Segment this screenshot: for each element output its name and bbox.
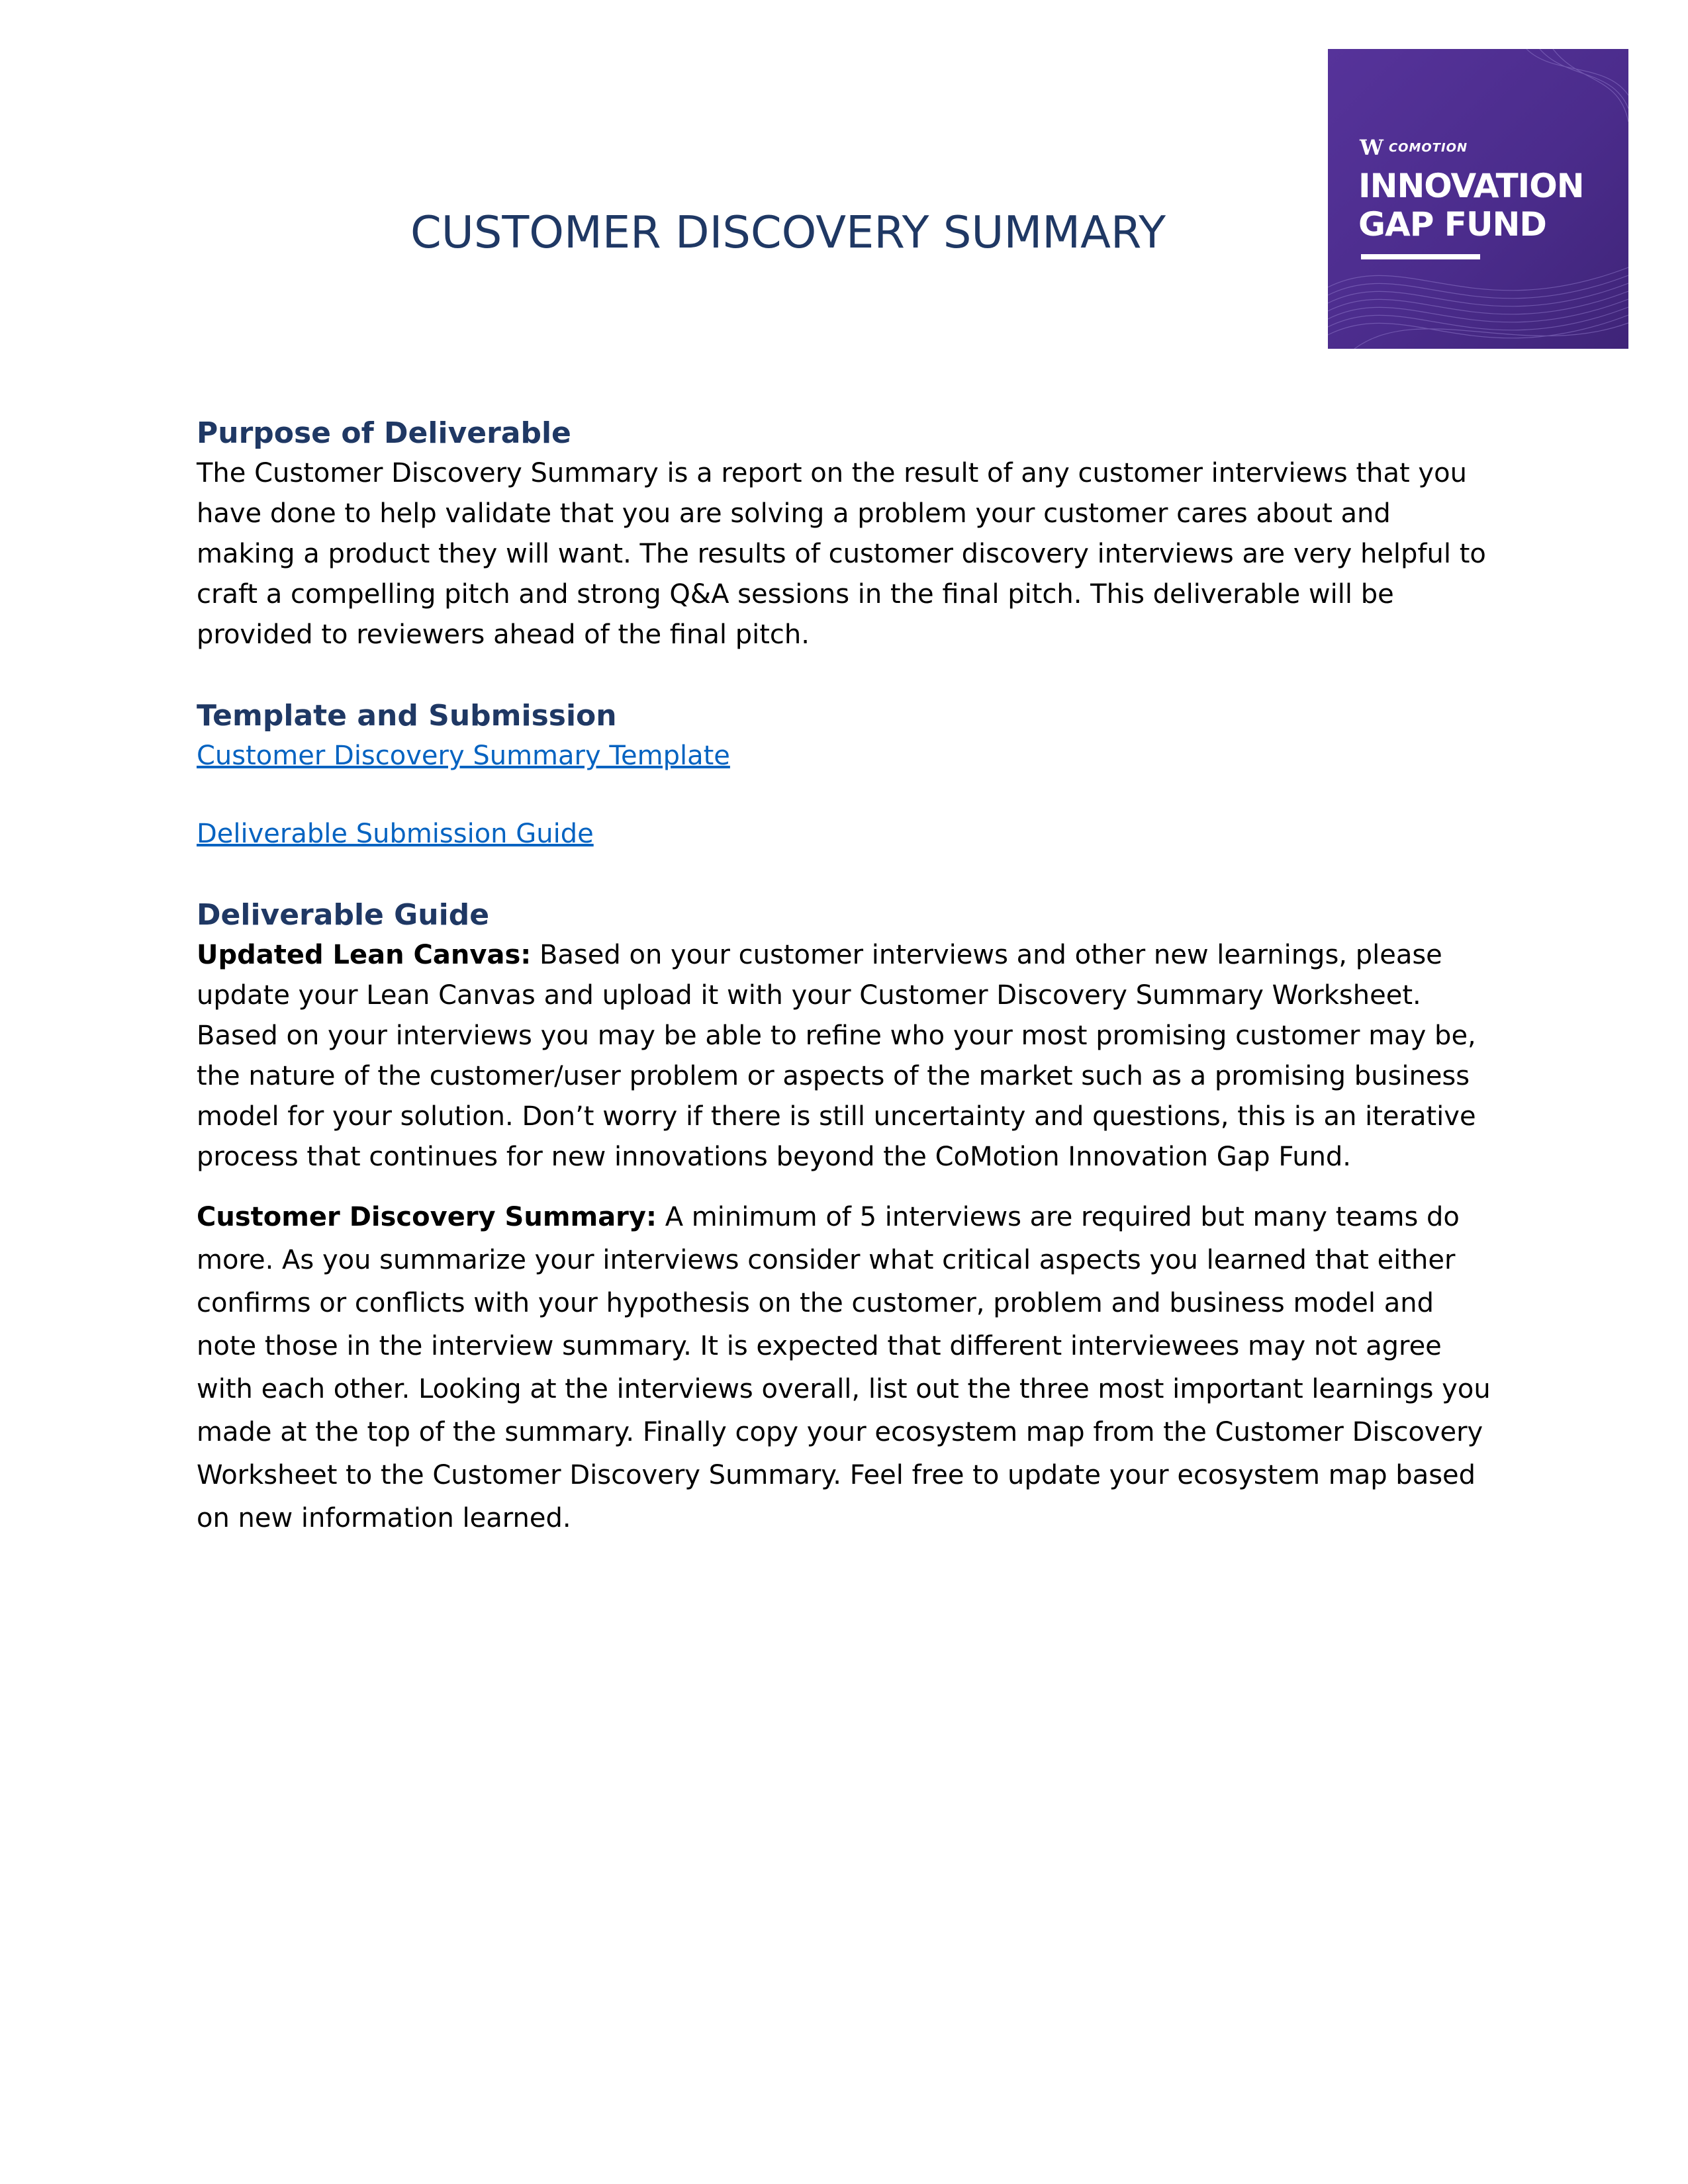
lean-canvas-text: Based on your customer interviews and other new learnings, please update your Lean Canvas and upload it with your Customer Discovery Summary Worksheet. Based on your interviews you may be able to refine who your most promising customer may be, the nature of the customer/user problem or aspects of the market such as a promising business model for your solution. Don’t worry if there is still uncertainty and questions, this is an iterative process that continues for new innovations beyond the CoMotion Innovation Gap Fund. [197, 940, 1476, 1172]
logo-underline-bar [1361, 254, 1480, 259]
heading-template-submission: Template and Submission [197, 699, 617, 733]
lean-canvas-lead: Updated Lean Canvas: [197, 940, 532, 970]
lean-canvas-paragraph [197, 935, 1494, 1177]
logo-line-innovation: INNOVATION [1358, 167, 1584, 205]
comotion-wordmark: COMOTION [1388, 140, 1468, 155]
uw-w-mark: W [1360, 135, 1383, 160]
discovery-summary-lead: Customer Discovery Summary: [197, 1202, 657, 1232]
heading-purpose: Purpose of Deliverable [197, 416, 571, 450]
submission-guide-link[interactable]: Deliverable Submission Guide [197, 819, 594, 849]
discovery-summary-paragraph [197, 1196, 1494, 1540]
purpose-paragraph: The Customer Discovery Summary is a report on the result of any customer interviews that you have done to help validate that you are solving a problem your customer cares about and making a product they will want. The results of customer discovery interviews are very helpful to craft a compelling pitch and strong Q&A sessions in the final pitch. This deliverable will be provided to reviewers ahead of the final pitch. [197, 458, 1486, 650]
innovation-gap-fund-logo [1328, 49, 1628, 349]
template-link[interactable]: Customer Discovery Summary Template [197, 741, 730, 771]
discovery-summary-text: A minimum of 5 interviews are required but many teams do more. As you summarize your interviews consider what critical aspects you learned that either confirms or conflicts with your hypothesis on the customer, problem and business model and note those in the interview summary. It is expected that different interviewees may not agree with each other. Looking at the interviews overall, list out the three most important learnings you made at the top of the summary. Finally copy your ecosystem map from the Customer Discovery Worksheet to the Customer Discovery Summary. Feel free to update your ecosystem map based on new information learned. [197, 1202, 1491, 1533]
page-title: CUSTOMER DISCOVERY SUMMARY [410, 206, 1166, 258]
heading-deliverable-guide: Deliverable Guide [197, 898, 490, 932]
logo-line-gap-fund: GAP FUND [1358, 205, 1546, 244]
document-body [197, 414, 1494, 1540]
comotion-brand [1360, 135, 1468, 160]
